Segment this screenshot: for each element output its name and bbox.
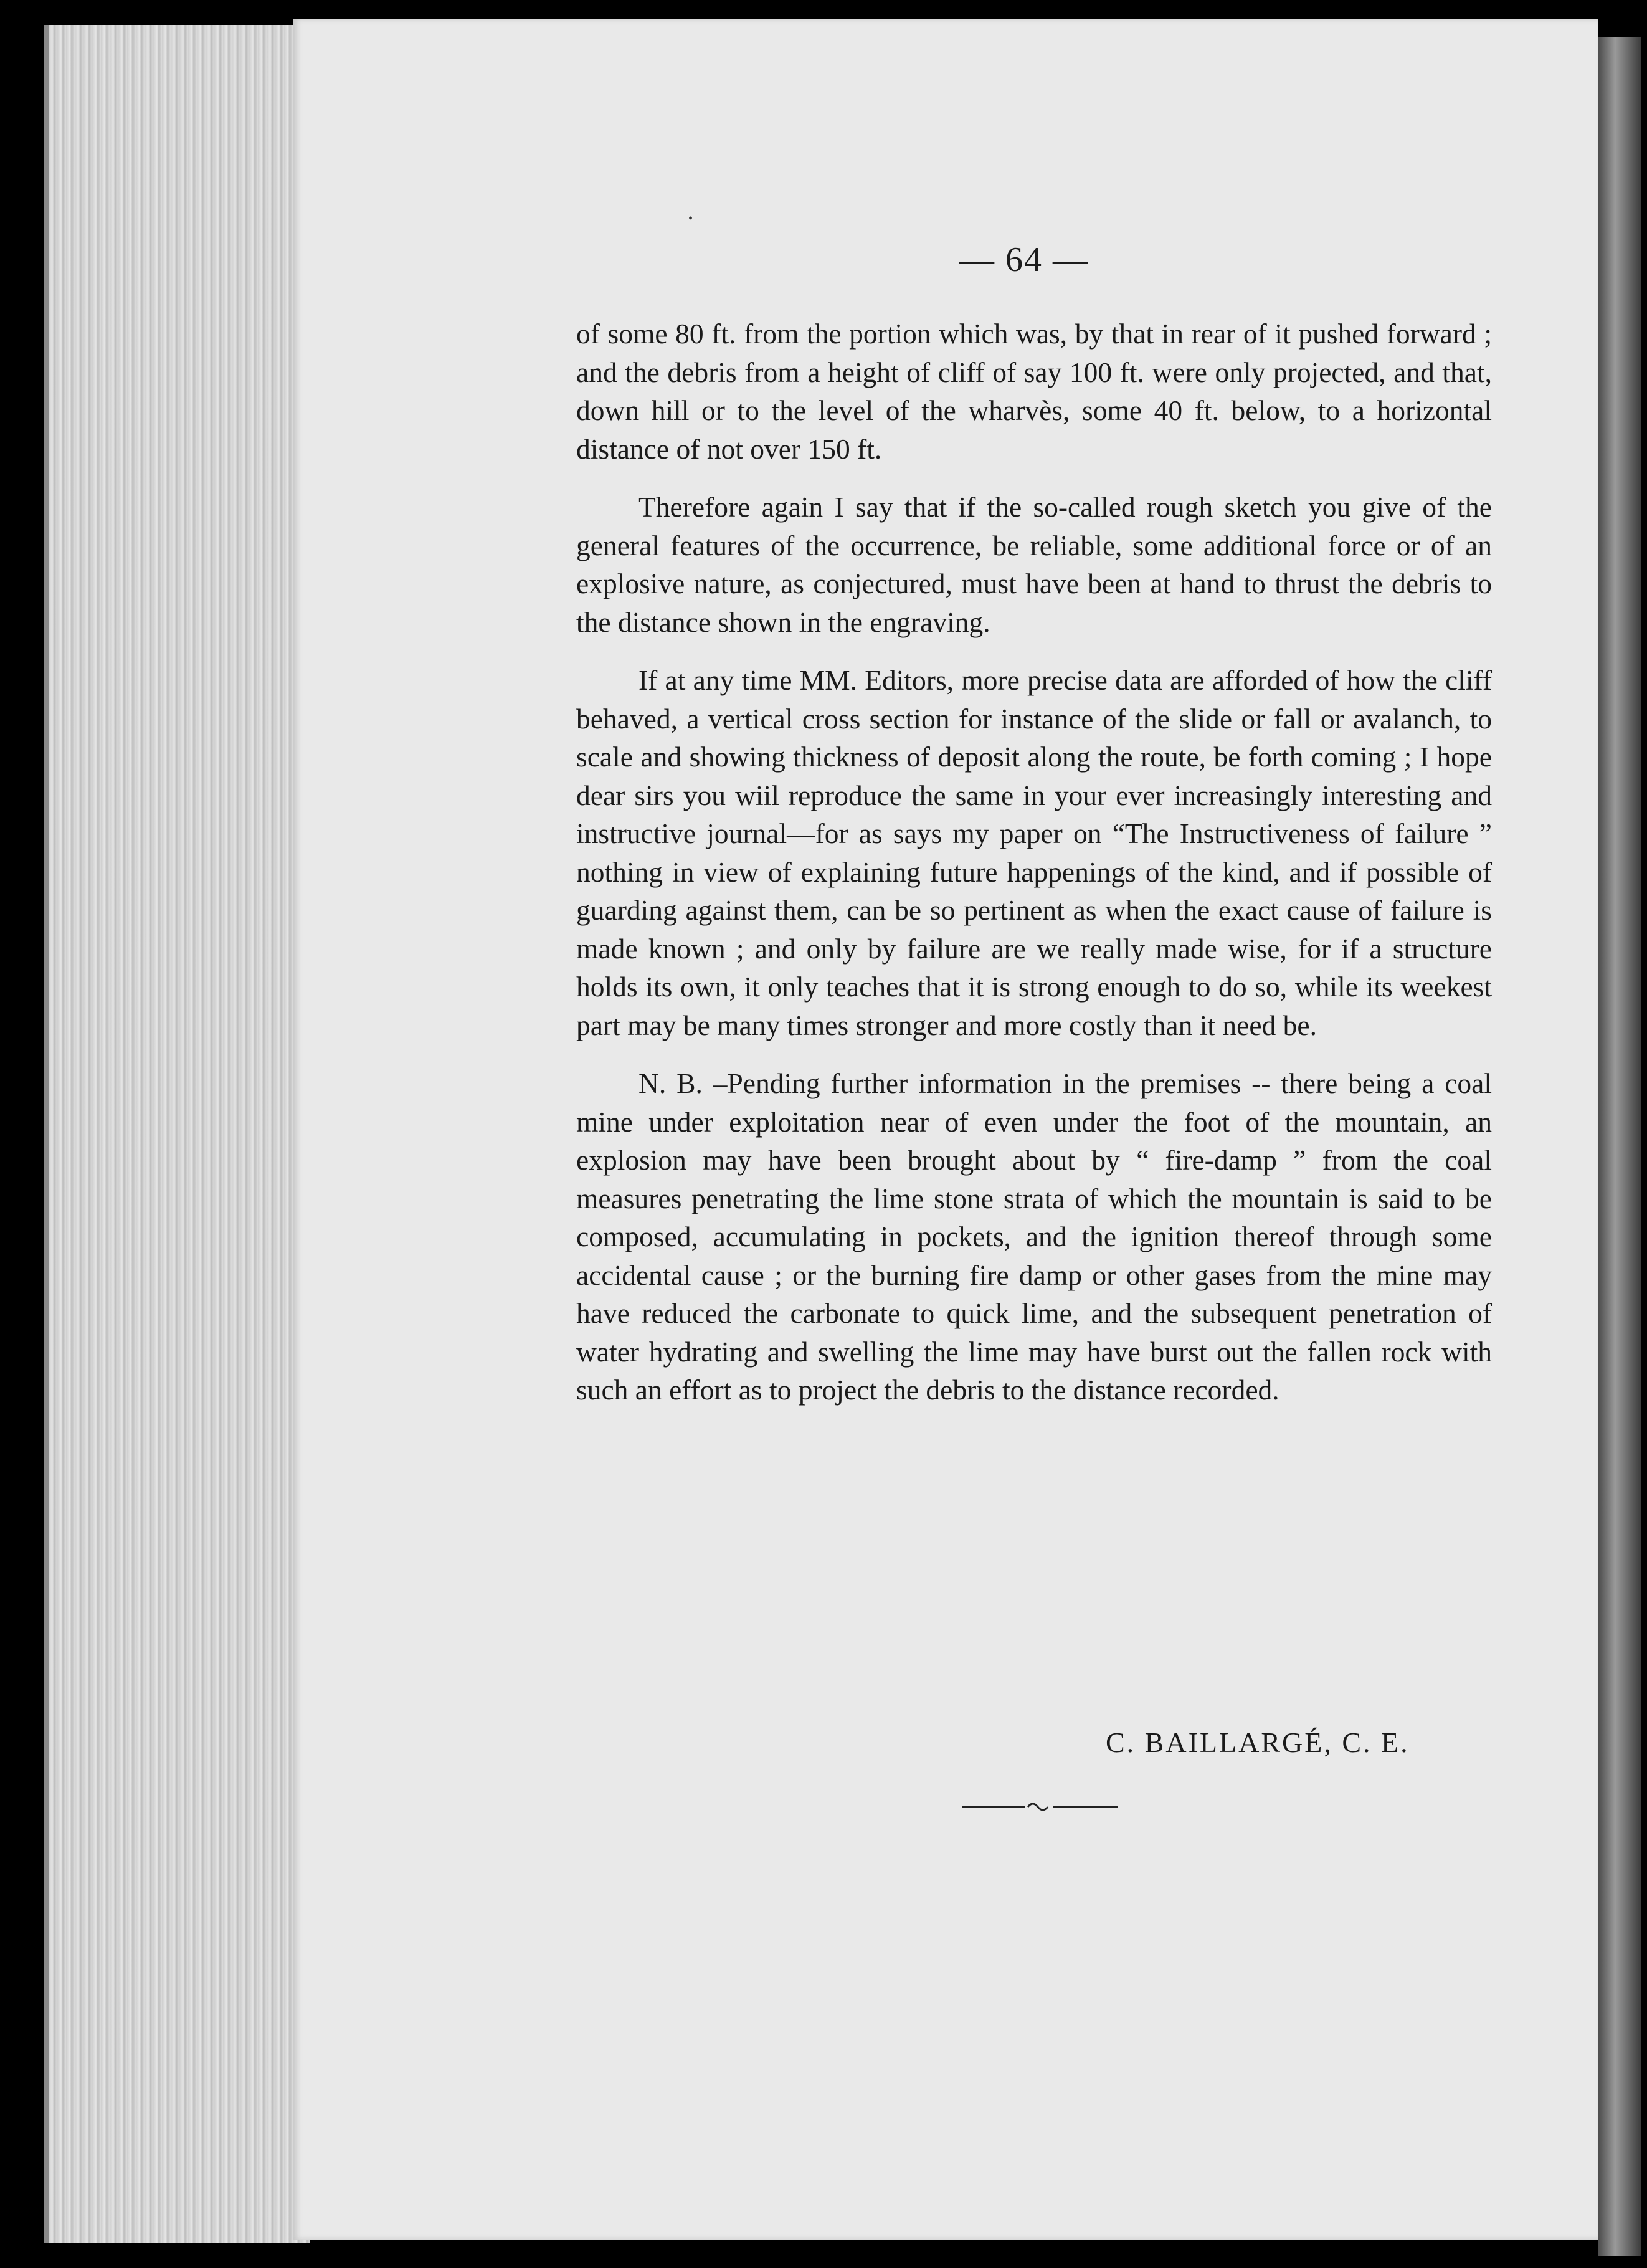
paragraph-3: If at any time MM. Editors, more precise data are afforded of how the cliff behaved, a vertical cross section for instance of the slide or fall or avalanch, to scale and showing thickness of deposit along the route, be forth coming ; I hope dear sirs you wiil reproduce the same in your ever increasingly interesting and instructive journal—for as says my paper on “The Instructiveness of failure ” nothing in view of explaining future happenings of the kind, and if possible of guarding against them, can be so pertinent as when the exact cause of failure is made known ; and only by failure are we really made wise, for if a structure holds its own, it only teaches that it is strong enough to do so, while its weekest part may be many times stronger and more costly than it need be. [576,664,1492,1041]
body-text [576,315,1492,1429]
signature: C. BAILLARGÉ, C. E. [1106,1727,1410,1758]
ink-speck: • [688,212,693,226]
book-right-edge [1598,37,1641,2256]
page-number: — 64 — [959,241,1089,279]
section-divider-ornament [962,1794,1118,1819]
paragraph-2: Therefore again I say that if the so-called rough sketch you give of the general features of the occurrence, be reliable, some additional force or of an explosive nature, as conjectured, must have been at hand to thrust the debris to the distance shown in the engraving. [576,491,1492,638]
paragraph-1: of some 80 ft. from the portion which was, by that in rear of it pushed forward ; and the debris from a height of cliff of say 100 ft. were only projected, and that, down hill or to the level of the wharvès, some 40 ft. below, to a horizontal distance of not over 150 ft. [576,318,1492,465]
paragraph-nb: N. B. –Pending further information in the premises -- there being a coal mine under exploitation near of even under the foot of the mountain, an explosion may have been brought about by “ fire-damp ” from the coal measures penetrating the lime stone strata of which the mountain is said to be composed, accumulating in pockets, and the ignition thereof through some accidental cause ; or the burning fire damp or other gases from the mine may have reduced the carbonate to quick lime, and the subsequent penetration of water hydrating and swelling the lime may have burst out the fallen rock with such an effort as to project the debris to the distance recorded. [576,1067,1492,1406]
page-stack-edges [44,25,310,2243]
